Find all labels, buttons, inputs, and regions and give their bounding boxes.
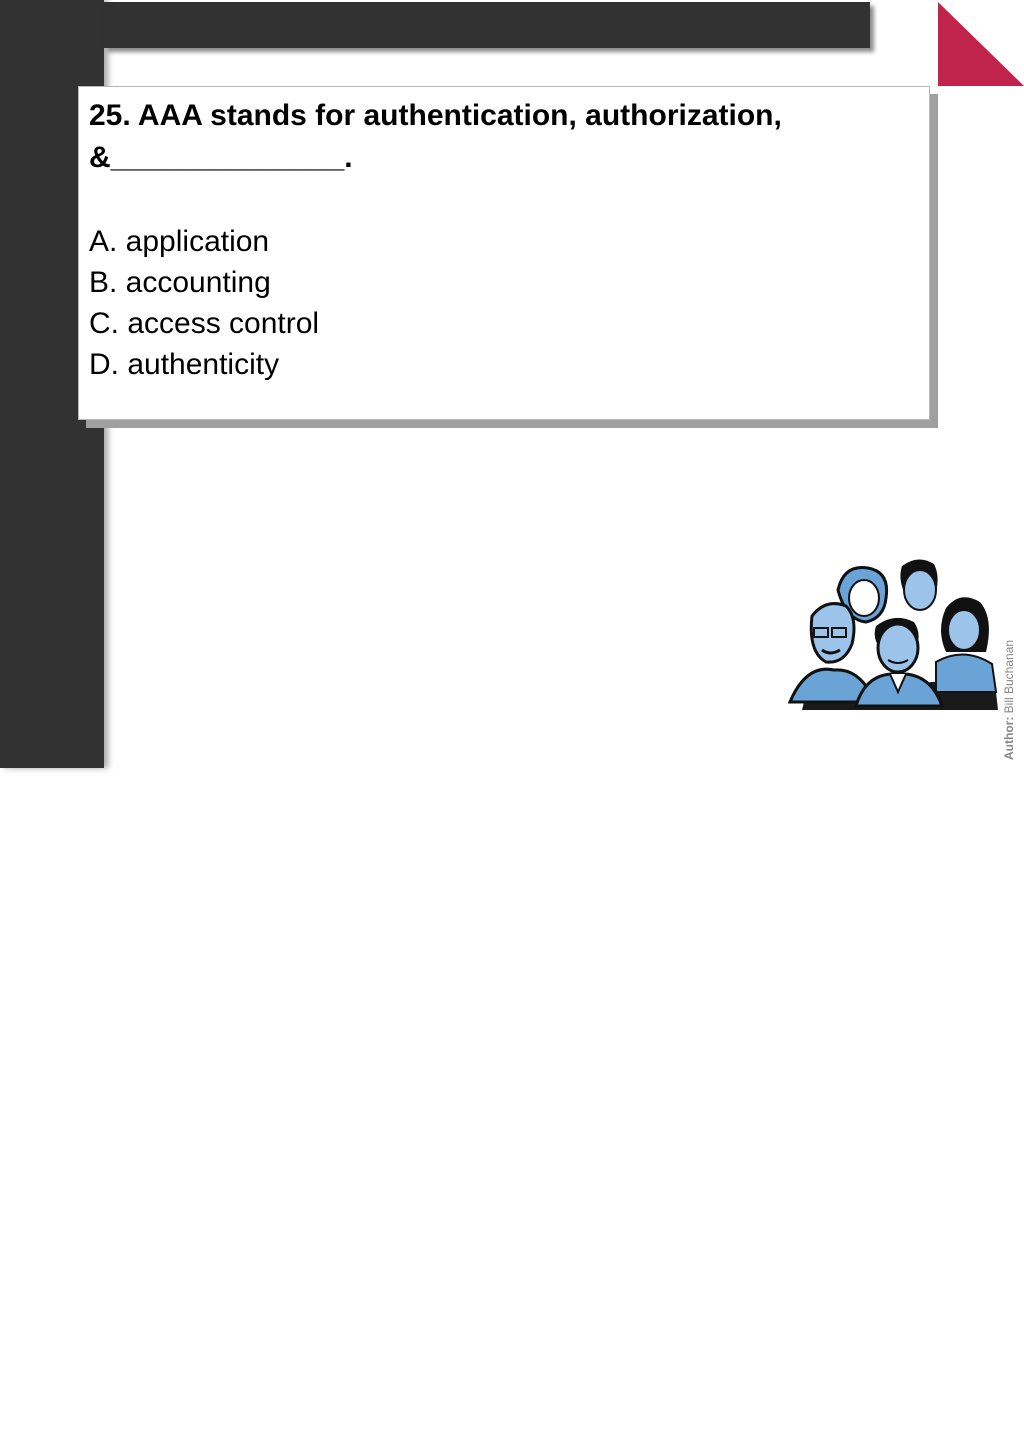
answer-options bbox=[89, 221, 919, 385]
author-label: Author: bbox=[1002, 716, 1016, 760]
option-a: A. application bbox=[89, 225, 270, 258]
author-name: Bill Buchanan bbox=[1002, 639, 1016, 714]
top-header-bar bbox=[104, 2, 870, 48]
group-of-people-icon bbox=[786, 552, 1004, 712]
brand-title: e-Security bbox=[10, 1233, 59, 1446]
question-card bbox=[78, 86, 930, 420]
author-byline: Prof Bill Buchanan, Leader CDCS bbox=[64, 1128, 86, 1446]
corner-triangle-icon bbox=[938, 2, 1024, 86]
question-text: 25. AAA stands for authentication, authorization, &______________. bbox=[89, 99, 782, 174]
option-d: D. authenticity bbox=[89, 348, 280, 381]
sidebar-text bbox=[12, 1046, 86, 1446]
option-c: C. access control bbox=[89, 307, 320, 340]
author-credit bbox=[1002, 640, 1016, 760]
option-b: B. accounting bbox=[89, 266, 271, 299]
